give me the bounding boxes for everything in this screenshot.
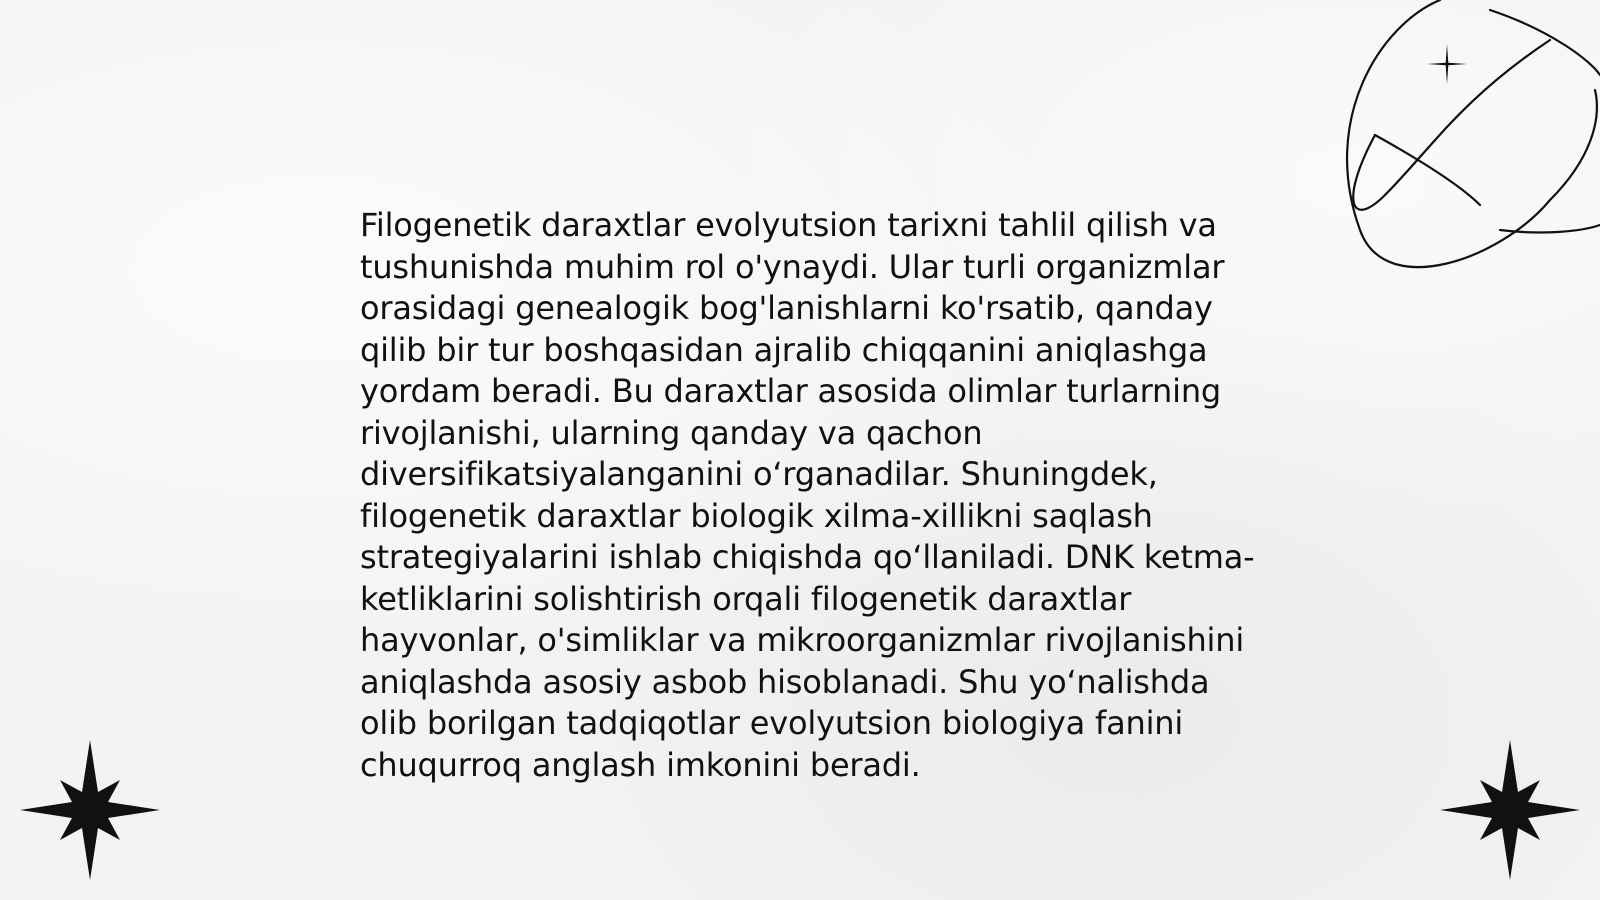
body-paragraph: Filogenetik daraxtlar evolyutsion tarixni tahlil qilish va tushunishda muhim rol o'ynaydi. Ular turli organizmlar orasidagi genealogik bog'lanishlarni ko'rsatib, qanday qilib bir tur boshqasidan ajralib chiqqanini aniqlashga yordam beradi. Bu daraxtlar asosida olimlar turlarning rivojlanishi, ularning qanday va qachon diversifikatsiyalanganini o‘rganadilar. Shuningdek, filogenetik daraxtlar biologik xilma-xillikni saqlash strategiyalarini ishlab chiqishda qo‘llaniladi. DNK ketma-ketliklarini solishtirish orqali filogenetik daraxtlar hayvonlar, o'simliklar va mikroorganizmlar rivojlanishini aniqlashda asosiy asbob hisoblanadi. Shu yo‘nalishda olib borilgan tadqiqotlar evolyutsion biologiya fanini chuqurroq anglash imkonini beradi. bbox=[360, 206, 1255, 784]
small-sparkle-icon bbox=[1427, 44, 1467, 84]
orbit-swirl-icon bbox=[1340, 0, 1600, 290]
sparkle-star-icon bbox=[20, 740, 160, 880]
sparkle-star-icon bbox=[1440, 740, 1580, 880]
